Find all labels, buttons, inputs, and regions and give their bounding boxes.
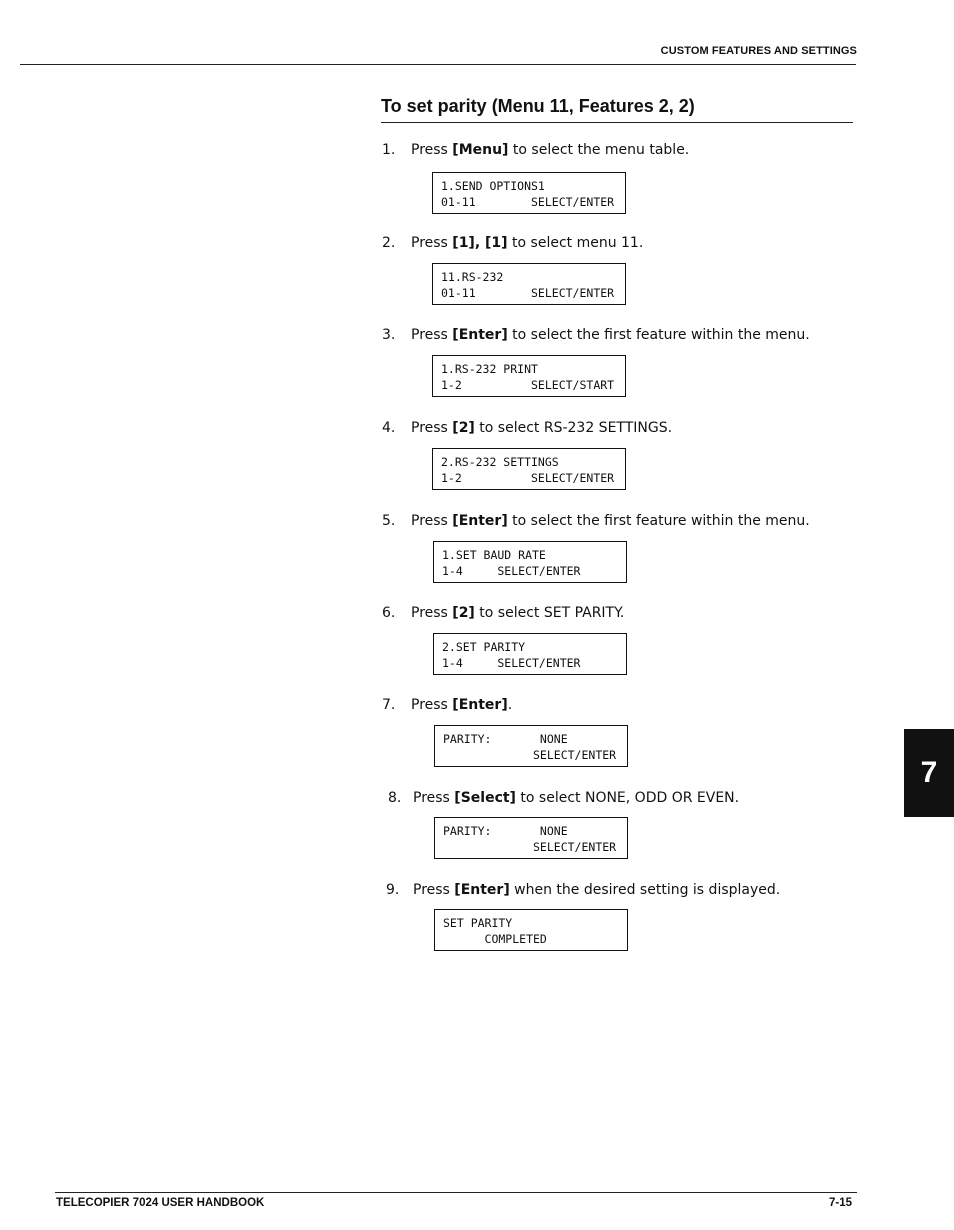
lcd-display: SET PARITY COMPLETED	[434, 909, 628, 951]
step-1-instruction: 1. Press [Menu] to select the menu table.	[382, 142, 690, 158]
lcd-display: 1.RS-232 PRINT 1-2 SELECT/START	[432, 355, 626, 397]
key-name: [Menu]	[452, 142, 509, 158]
key-name: [1], [1]	[452, 235, 508, 251]
key-name: [Enter]	[452, 697, 508, 713]
step-2-instruction: 2. Press [1], [1] to select menu 11.	[382, 235, 644, 251]
header-divider	[20, 64, 856, 65]
lcd-display: 1.SET BAUD RATE 1-4 SELECT/ENTER	[433, 541, 627, 583]
section-title: To set parity (Menu 11, Features 2, 2)	[381, 96, 695, 116]
key-name: [2]	[452, 605, 475, 621]
page-number: 7-15	[828, 1197, 852, 1209]
key-name: [Enter]	[454, 882, 510, 898]
step-6-instruction: 6. Press [2] to select SET PARITY.	[382, 605, 625, 621]
chapter-tab: 7	[904, 729, 954, 817]
title-divider	[381, 122, 853, 123]
key-name: [Enter]	[452, 327, 508, 343]
key-name: [Select]	[454, 790, 516, 806]
lcd-display: PARITY: NONE SELECT/ENTER	[434, 725, 628, 767]
step-9-instruction: 9. Press [Enter] when the desired setting is displayed.	[386, 882, 781, 898]
running-header: CUSTOM FEATURES AND SETTINGS	[660, 45, 857, 57]
key-name: [2]	[452, 420, 475, 436]
lcd-display: 1.SEND OPTIONS1 01-11 SELECT/ENTER	[432, 172, 626, 214]
lcd-display: 2.SET PARITY 1-4 SELECT/ENTER	[433, 633, 627, 675]
lcd-display: 11.RS-232 01-11 SELECT/ENTER	[432, 263, 626, 305]
lcd-display: 2.RS-232 SETTINGS 1-2 SELECT/ENTER	[432, 448, 626, 490]
step-3-instruction: 3. Press [Enter] to select the first feature within the menu.	[382, 327, 810, 343]
lcd-display: PARITY: NONE SELECT/ENTER	[434, 817, 628, 859]
footer-title: TELECOPIER 7024 USER HANDBOOK	[56, 1197, 265, 1209]
footer-divider	[55, 1192, 857, 1193]
step-8-instruction: 8. Press [Select] to select NONE, ODD OR EVEN.	[388, 790, 740, 806]
step-5-instruction: 5. Press [Enter] to select the first feature within the menu.	[382, 513, 810, 529]
step-4-instruction: 4. Press [2] to select RS-232 SETTINGS.	[382, 420, 673, 436]
step-7-instruction: 7. Press [Enter].	[382, 697, 513, 713]
key-name: [Enter]	[452, 513, 508, 529]
